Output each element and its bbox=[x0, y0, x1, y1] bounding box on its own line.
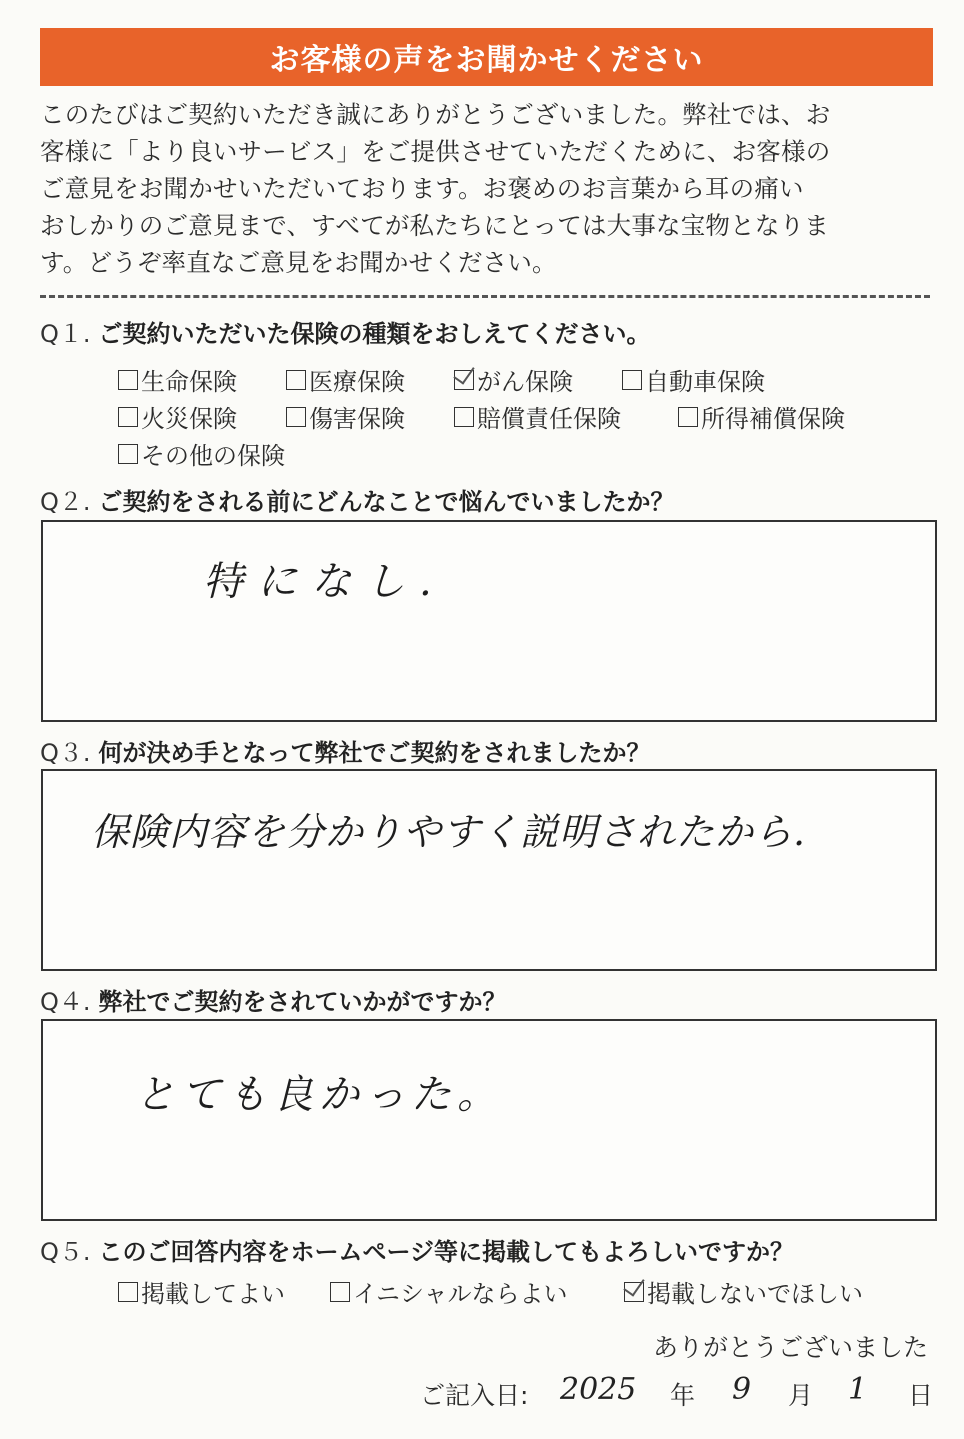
checkbox[interactable] bbox=[286, 370, 306, 390]
option-life-insurance[interactable] bbox=[118, 362, 237, 397]
question-text: このご回答内容をホームページ等に掲載してもよろしいですか？ bbox=[98, 1238, 795, 1266]
handwritten-answer: 特になし. bbox=[203, 559, 446, 605]
question-5 bbox=[40, 1232, 794, 1267]
question-text: ご契約いただいた保険の種類をおしえてください。 bbox=[98, 320, 651, 348]
question-3 bbox=[40, 733, 651, 768]
answer-box-q4[interactable] bbox=[41, 1019, 937, 1221]
option-income-insurance[interactable] bbox=[678, 399, 845, 434]
option-medical-insurance[interactable] bbox=[286, 362, 405, 397]
option-label: イニシャルならよい bbox=[353, 1280, 568, 1308]
option-label: 賠償責任保険 bbox=[477, 405, 621, 433]
question-text: 何が決め手となって弊社でご契約をされましたか？ bbox=[98, 739, 651, 767]
checkbox[interactable] bbox=[622, 370, 642, 390]
option-initials-ok[interactable] bbox=[330, 1274, 568, 1309]
checkbox[interactable] bbox=[286, 407, 306, 427]
option-injury-insurance[interactable] bbox=[286, 399, 405, 434]
option-publish-ok[interactable] bbox=[118, 1274, 285, 1309]
question-number: Q３. bbox=[40, 739, 91, 767]
question-number: Q１. bbox=[40, 320, 91, 348]
answer-box-q2[interactable] bbox=[41, 520, 937, 722]
option-fire-insurance[interactable] bbox=[118, 399, 237, 434]
handwritten-answer: 保険内容を分かりやすく説明されたから. bbox=[91, 810, 807, 854]
intro-line: おしかりのご意見まで、すべてが私たちにとっては大事な宝物となりま bbox=[40, 211, 829, 240]
date-label: ご記入日: bbox=[420, 1381, 529, 1410]
question-1 bbox=[40, 314, 651, 349]
option-auto-insurance[interactable] bbox=[622, 362, 765, 397]
checkbox[interactable] bbox=[454, 407, 474, 427]
option-cancer-insurance[interactable] bbox=[454, 362, 573, 397]
option-other-insurance[interactable] bbox=[118, 436, 285, 471]
intro-line: す。どうぞ率直なご意見をお聞かせください。 bbox=[40, 248, 557, 277]
option-label: 掲載してよい bbox=[141, 1280, 285, 1308]
month-unit: 月 bbox=[788, 1381, 814, 1410]
checkbox[interactable] bbox=[678, 407, 698, 427]
option-label: 火災保険 bbox=[141, 405, 237, 433]
date-month: 9 bbox=[732, 1372, 752, 1407]
question-text: 弊社でご契約をされていかがですか？ bbox=[98, 988, 507, 1016]
checkbox[interactable] bbox=[118, 370, 138, 390]
option-label: 所得補償保険 bbox=[701, 405, 845, 433]
year-unit: 年 bbox=[670, 1381, 696, 1410]
handwritten-answer: とても良かった。 bbox=[135, 1072, 503, 1118]
intro-line: このたびはご契約いただき誠にありがとうございました。弊社では、お bbox=[40, 100, 831, 129]
question-2 bbox=[40, 482, 675, 517]
option-label: 自動車保険 bbox=[645, 368, 765, 396]
date-year: 2025 bbox=[560, 1372, 637, 1407]
option-label: 生命保険 bbox=[141, 368, 237, 396]
option-label: 傷害保険 bbox=[309, 405, 405, 433]
checkbox[interactable] bbox=[118, 407, 138, 427]
intro-line: ご意見をお聞かせいただいております。お褒めのお言葉から耳の痛い bbox=[40, 174, 804, 203]
intro-line: 客様に「より良いサービス」をご提供させていただくために、お客様の bbox=[40, 137, 831, 166]
option-label: 掲載しないでほしい bbox=[647, 1280, 863, 1308]
option-label: 医療保険 bbox=[309, 368, 405, 396]
question-number: Q５. bbox=[40, 1238, 91, 1266]
option-label: その他の保険 bbox=[141, 442, 285, 470]
checkbox[interactable] bbox=[118, 444, 138, 464]
option-do-not-publish[interactable] bbox=[624, 1274, 863, 1309]
intro-text bbox=[40, 96, 940, 281]
question-number: Q２. bbox=[40, 488, 91, 516]
page-title: お客様の声をお聞かせください bbox=[40, 28, 933, 86]
day-unit: 日 bbox=[908, 1381, 934, 1410]
option-liability-insurance[interactable] bbox=[454, 399, 621, 434]
checkbox-checked[interactable] bbox=[624, 1282, 644, 1302]
checkbox-checked[interactable] bbox=[454, 370, 474, 390]
date-day: 1 bbox=[848, 1372, 868, 1407]
option-label: がん保険 bbox=[477, 368, 573, 396]
question-text: ご契約をされる前にどんなことで悩んでいましたか？ bbox=[98, 488, 675, 516]
thanks-text: ありがとうございました bbox=[652, 1333, 928, 1362]
question-4 bbox=[40, 982, 507, 1017]
dashed-divider bbox=[40, 295, 930, 298]
checkbox[interactable] bbox=[118, 1282, 138, 1302]
question-number: Q４. bbox=[40, 988, 91, 1016]
checkbox[interactable] bbox=[330, 1282, 350, 1302]
answer-box-q3[interactable] bbox=[41, 769, 937, 971]
